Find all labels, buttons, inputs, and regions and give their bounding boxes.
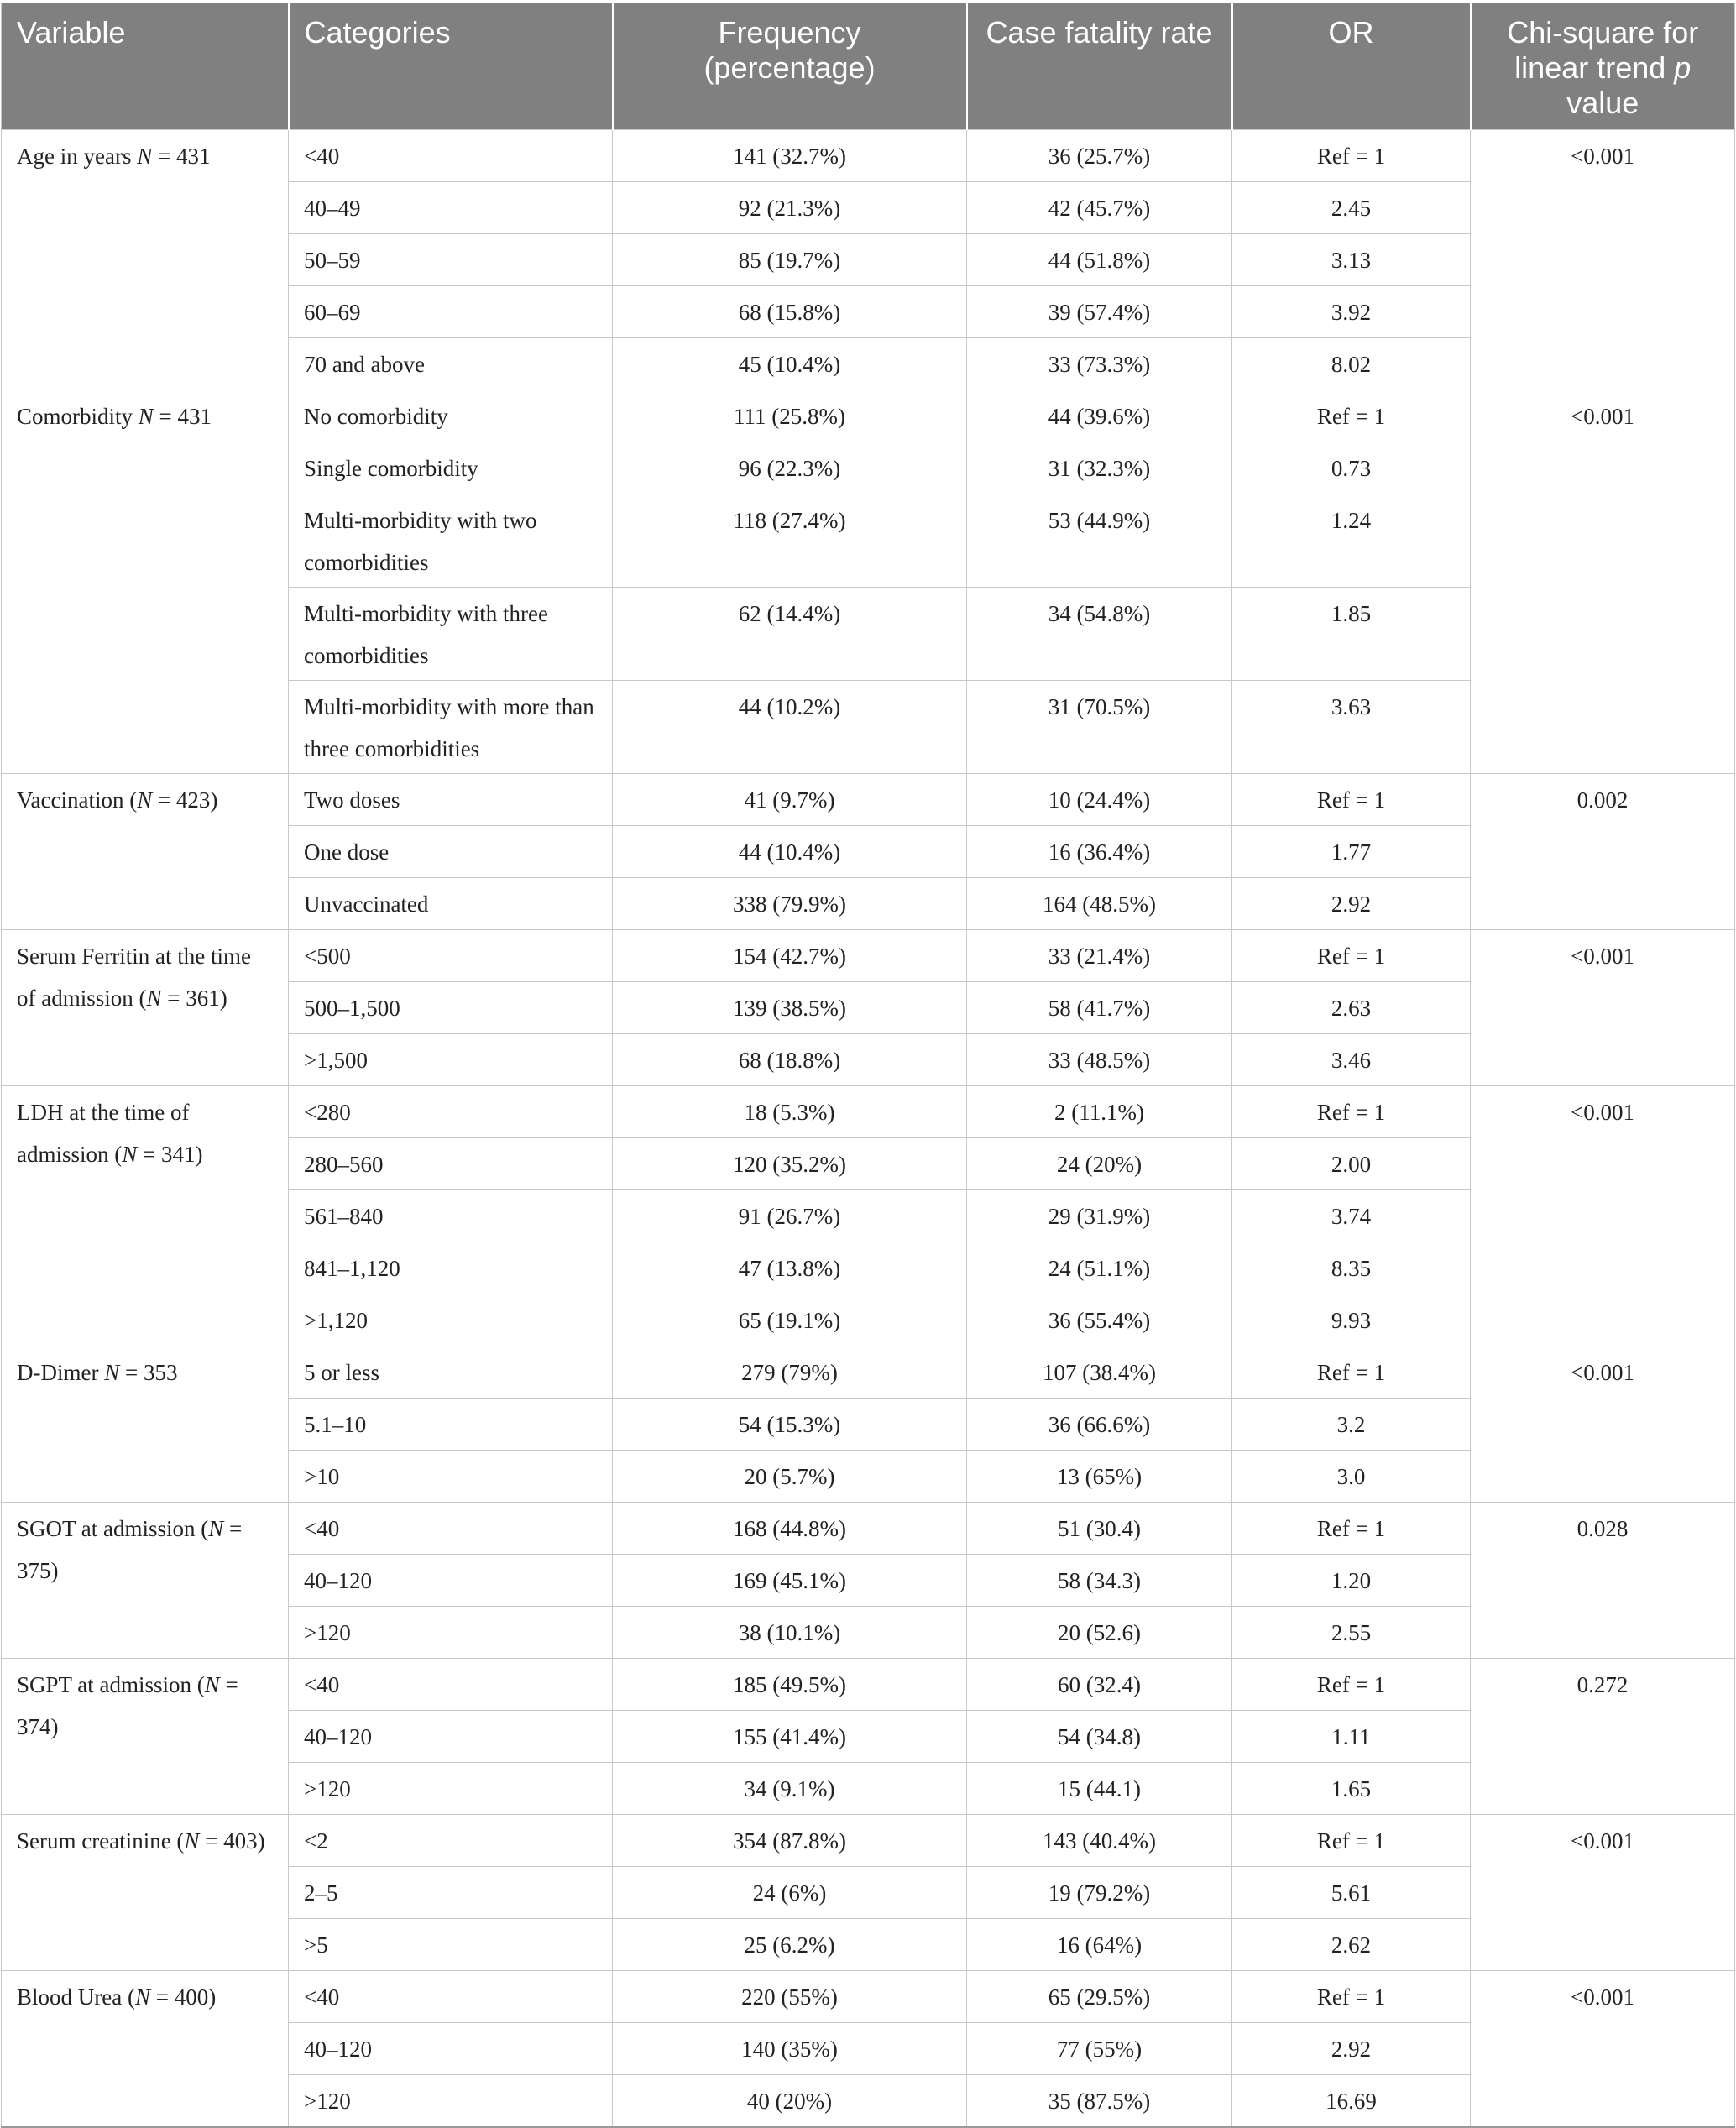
frequency-cell: 118 (27.4%) <box>613 494 967 588</box>
odds-ratio-cell: 3.63 <box>1232 681 1471 774</box>
variable-n-value: = 375) <box>17 1516 243 1583</box>
category-cell: <2 <box>289 1815 613 1867</box>
case-fatality-rate-cell: 65 (29.5%) <box>967 1971 1232 2023</box>
variable-n-value: = 431 <box>153 404 212 429</box>
odds-ratio-cell: 16.69 <box>1232 2075 1471 2128</box>
variable-cell <box>2 1659 289 1815</box>
frequency-cell: 155 (41.4%) <box>613 1711 967 1763</box>
category-cell: 500–1,500 <box>289 982 613 1034</box>
variable-n-symbol: N <box>204 1672 220 1697</box>
table-row <box>2 1815 1735 1867</box>
case-fatality-rate-cell: 24 (20%) <box>967 1138 1232 1190</box>
frequency-cell: 92 (21.3%) <box>613 182 967 234</box>
frequency-cell: 154 (42.7%) <box>613 930 967 982</box>
frequency-cell: 40 (20%) <box>613 2075 967 2128</box>
frequency-cell: 44 (10.2%) <box>613 681 967 774</box>
category-cell: >120 <box>289 1763 613 1815</box>
odds-ratio-cell: 1.85 <box>1232 588 1471 681</box>
category-cell: Multi-morbidity with three comorbidities <box>289 588 613 681</box>
variable-label: Age in years <box>17 144 138 169</box>
case-fatality-rate-cell: 33 (21.4%) <box>967 930 1232 982</box>
header-chi-text-b: value <box>1566 86 1639 120</box>
category-cell: No comorbidity <box>289 390 613 442</box>
p-value-cell: <0.001 <box>1471 930 1735 1086</box>
variable-cell <box>2 1086 289 1346</box>
frequency-cell: 85 (19.7%) <box>613 234 967 286</box>
variable-n-symbol: N <box>184 1828 200 1854</box>
header-frequency: Frequency (percentage) <box>613 3 967 130</box>
variable-label: Serum Ferritin at the time of admission ( <box>17 944 251 1011</box>
category-cell: <280 <box>289 1086 613 1138</box>
case-fatality-rate-cell: 16 (64%) <box>967 1919 1232 1971</box>
odds-ratio-cell: Ref = 1 <box>1232 1346 1471 1399</box>
p-value-cell: <0.001 <box>1471 1086 1735 1346</box>
category-cell: 561–840 <box>289 1190 613 1242</box>
odds-ratio-cell: 3.13 <box>1232 234 1471 286</box>
p-value-cell: <0.001 <box>1471 130 1735 390</box>
variable-cell <box>2 1971 289 2128</box>
variable-n-symbol: N <box>137 787 153 813</box>
category-cell: 280–560 <box>289 1138 613 1190</box>
variable-n-symbol: N <box>146 986 162 1011</box>
variable-cell <box>2 130 289 390</box>
case-fatality-rate-cell: 13 (65%) <box>967 1451 1232 1503</box>
frequency-cell: 18 (5.3%) <box>613 1086 967 1138</box>
frequency-cell: 25 (6.2%) <box>613 1919 967 1971</box>
category-cell: <500 <box>289 930 613 982</box>
variable-label: Vaccination ( <box>17 787 138 813</box>
variable-label: SGOT at admission ( <box>17 1516 209 1541</box>
header-variable: Variable <box>2 3 289 130</box>
frequency-cell: 96 (22.3%) <box>613 442 967 494</box>
case-fatality-rate-cell: 33 (73.3%) <box>967 338 1232 390</box>
case-fatality-rate-cell: 58 (34.3) <box>967 1555 1232 1607</box>
odds-ratio-cell: 9.93 <box>1232 1294 1471 1346</box>
variable-n-value: = 431 <box>152 144 211 169</box>
case-fatality-rate-cell: 10 (24.4%) <box>967 774 1232 826</box>
category-cell: Single comorbidity <box>289 442 613 494</box>
frequency-cell: 24 (6%) <box>613 1867 967 1919</box>
odds-ratio-cell: 8.02 <box>1232 338 1471 390</box>
odds-ratio-cell: 2.63 <box>1232 982 1471 1034</box>
variable-cell <box>2 774 289 930</box>
variable-n-value: = 353 <box>119 1360 178 1385</box>
header-case-fatality-rate: Case fatality rate <box>967 3 1232 130</box>
case-fatality-rate-cell: 36 (55.4%) <box>967 1294 1232 1346</box>
odds-ratio-cell: 1.65 <box>1232 1763 1471 1815</box>
frequency-cell: 354 (87.8%) <box>613 1815 967 1867</box>
case-fatality-rate-cell: 34 (54.8%) <box>967 588 1232 681</box>
frequency-cell: 185 (49.5%) <box>613 1659 967 1711</box>
odds-ratio-cell: Ref = 1 <box>1232 130 1471 182</box>
case-fatality-rate-cell: 2 (11.1%) <box>967 1086 1232 1138</box>
frequency-cell: 168 (44.8%) <box>613 1503 967 1555</box>
case-fatality-rate-cell: 16 (36.4%) <box>967 826 1232 878</box>
p-value-cell: 0.272 <box>1471 1659 1735 1815</box>
odds-ratio-cell: 2.62 <box>1232 1919 1471 1971</box>
odds-ratio-cell: Ref = 1 <box>1232 1659 1471 1711</box>
header-categories: Categories <box>289 3 613 130</box>
frequency-cell: 338 (79.9%) <box>613 878 967 930</box>
category-cell: 40–49 <box>289 182 613 234</box>
category-cell: Two doses <box>289 774 613 826</box>
header-chi-square <box>1471 3 1735 130</box>
frequency-cell: 65 (19.1%) <box>613 1294 967 1346</box>
odds-ratio-cell: 3.0 <box>1232 1451 1471 1503</box>
variable-label: D-Dimer <box>17 1360 105 1385</box>
table-row <box>2 1086 1735 1138</box>
table-body <box>2 130 1735 2128</box>
case-fatality-rate-cell: 60 (32.4) <box>967 1659 1232 1711</box>
case-fatality-rate-cell: 44 (51.8%) <box>967 234 1232 286</box>
odds-ratio-cell: Ref = 1 <box>1232 1971 1471 2023</box>
odds-ratio-cell: 3.46 <box>1232 1034 1471 1086</box>
frequency-cell: 54 (15.3%) <box>613 1399 967 1451</box>
table-row <box>2 774 1735 826</box>
frequency-cell: 20 (5.7%) <box>613 1451 967 1503</box>
frequency-cell: 169 (45.1%) <box>613 1555 967 1607</box>
frequency-cell: 140 (35%) <box>613 2023 967 2075</box>
category-cell: 60–69 <box>289 286 613 338</box>
table-header-row <box>2 3 1735 130</box>
p-value-cell: 0.028 <box>1471 1503 1735 1659</box>
case-fatality-rate-cell: 143 (40.4%) <box>967 1815 1232 1867</box>
category-cell: <40 <box>289 1971 613 2023</box>
case-fatality-rate-cell: 107 (38.4%) <box>967 1346 1232 1399</box>
table-row <box>2 930 1735 982</box>
variable-cell <box>2 1815 289 1971</box>
category-cell: 2–5 <box>289 1867 613 1919</box>
category-cell: 5.1–10 <box>289 1399 613 1451</box>
frequency-cell: 45 (10.4%) <box>613 338 967 390</box>
frequency-cell: 279 (79%) <box>613 1346 967 1399</box>
odds-ratio-cell: Ref = 1 <box>1232 774 1471 826</box>
frequency-cell: 120 (35.2%) <box>613 1138 967 1190</box>
odds-ratio-cell: 2.92 <box>1232 878 1471 930</box>
case-fatality-rate-cell: 44 (39.6%) <box>967 390 1232 442</box>
case-fatality-rate-cell: 39 (57.4%) <box>967 286 1232 338</box>
p-value-cell: <0.001 <box>1471 1346 1735 1503</box>
category-cell: 40–120 <box>289 1711 613 1763</box>
variable-n-symbol: N <box>104 1360 120 1385</box>
frequency-cell: 68 (18.8%) <box>613 1034 967 1086</box>
category-cell: 50–59 <box>289 234 613 286</box>
case-fatality-rate-cell: 58 (41.7%) <box>967 982 1232 1034</box>
case-fatality-rate-cell: 19 (79.2%) <box>967 1867 1232 1919</box>
category-cell: >1,120 <box>289 1294 613 1346</box>
p-value-cell: 0.002 <box>1471 774 1735 930</box>
variable-n-symbol: N <box>208 1516 224 1541</box>
odds-ratio-cell: 1.24 <box>1232 494 1471 588</box>
odds-ratio-cell: 3.92 <box>1232 286 1471 338</box>
case-fatality-rate-cell: 29 (31.9%) <box>967 1190 1232 1242</box>
table-row <box>2 1971 1735 2023</box>
odds-ratio-cell: Ref = 1 <box>1232 1503 1471 1555</box>
case-fatality-rate-cell: 54 (34.8) <box>967 1711 1232 1763</box>
frequency-cell: 139 (38.5%) <box>613 982 967 1034</box>
category-cell: <40 <box>289 130 613 182</box>
frequency-cell: 220 (55%) <box>613 1971 967 2023</box>
category-cell: 40–120 <box>289 2023 613 2075</box>
variable-label: Comorbidity <box>17 404 139 429</box>
odds-ratio-cell: Ref = 1 <box>1232 1086 1471 1138</box>
case-fatality-rate-cell: 36 (66.6%) <box>967 1399 1232 1451</box>
table-row <box>2 390 1735 442</box>
category-cell: <40 <box>289 1503 613 1555</box>
frequency-cell: 111 (25.8%) <box>613 390 967 442</box>
frequency-cell: 68 (15.8%) <box>613 286 967 338</box>
frequency-cell: 47 (13.8%) <box>613 1242 967 1294</box>
case-fatality-rate-cell: 35 (87.5%) <box>967 2075 1232 2128</box>
frequency-cell: 34 (9.1%) <box>613 1763 967 1815</box>
p-value-cell: <0.001 <box>1471 1971 1735 2128</box>
results-table <box>1 3 1735 2128</box>
header-or: OR <box>1232 3 1471 130</box>
variable-label: Blood Urea ( <box>17 1984 135 2010</box>
frequency-cell: 38 (10.1%) <box>613 1607 967 1659</box>
odds-ratio-cell: 3.2 <box>1232 1399 1471 1451</box>
variable-cell <box>2 930 289 1086</box>
frequency-cell: 62 (14.4%) <box>613 588 967 681</box>
category-cell: 40–120 <box>289 1555 613 1607</box>
table-row <box>2 1503 1735 1555</box>
variable-cell <box>2 1503 289 1659</box>
odds-ratio-cell: 2.45 <box>1232 182 1471 234</box>
case-fatality-rate-cell: 51 (30.4) <box>967 1503 1232 1555</box>
odds-ratio-cell: 3.74 <box>1232 1190 1471 1242</box>
case-fatality-rate-cell: 53 (44.9%) <box>967 494 1232 588</box>
odds-ratio-cell: Ref = 1 <box>1232 390 1471 442</box>
case-fatality-rate-cell: 15 (44.1) <box>967 1763 1232 1815</box>
category-cell: Unvaccinated <box>289 878 613 930</box>
category-cell: 841–1,120 <box>289 1242 613 1294</box>
table-row <box>2 1346 1735 1399</box>
odds-ratio-cell: 8.35 <box>1232 1242 1471 1294</box>
case-fatality-rate-cell: 31 (32.3%) <box>967 442 1232 494</box>
variable-n-value: = 361) <box>161 986 227 1011</box>
frequency-cell: 44 (10.4%) <box>613 826 967 878</box>
variable-n-symbol: N <box>138 404 154 429</box>
table-row <box>2 1659 1735 1711</box>
odds-ratio-cell: 2.00 <box>1232 1138 1471 1190</box>
category-cell: 5 or less <box>289 1346 613 1399</box>
case-fatality-rate-cell: 77 (55%) <box>967 2023 1232 2075</box>
header-chi-text-a: Chi-square for linear trend <box>1507 15 1699 85</box>
odds-ratio-cell: 1.11 <box>1232 1711 1471 1763</box>
variable-n-symbol: N <box>122 1142 138 1167</box>
odds-ratio-cell: 1.20 <box>1232 1555 1471 1607</box>
variable-n-value: = 374) <box>17 1672 238 1739</box>
variable-n-symbol: N <box>137 144 153 169</box>
odds-ratio-cell: 2.92 <box>1232 2023 1471 2075</box>
variable-cell <box>2 390 289 774</box>
case-fatality-rate-cell: 20 (52.6) <box>967 1607 1232 1659</box>
variable-n-symbol: N <box>134 1984 150 2010</box>
p-value-cell: <0.001 <box>1471 390 1735 774</box>
header-chi-p: p <box>1674 50 1692 85</box>
odds-ratio-cell: Ref = 1 <box>1232 1815 1471 1867</box>
odds-ratio-cell: 1.77 <box>1232 826 1471 878</box>
frequency-cell: 41 (9.7%) <box>613 774 967 826</box>
category-cell: >1,500 <box>289 1034 613 1086</box>
category-cell: 70 and above <box>289 338 613 390</box>
category-cell: One dose <box>289 826 613 878</box>
case-fatality-rate-cell: 42 (45.7%) <box>967 182 1232 234</box>
category-cell: >5 <box>289 1919 613 1971</box>
variable-label: SGPT at admission ( <box>17 1672 205 1697</box>
odds-ratio-cell: 0.73 <box>1232 442 1471 494</box>
case-fatality-rate-cell: 164 (48.5%) <box>967 878 1232 930</box>
category-cell: Multi-morbidity with two comorbidities <box>289 494 613 588</box>
case-fatality-rate-cell: 36 (25.7%) <box>967 130 1232 182</box>
frequency-cell: 91 (26.7%) <box>613 1190 967 1242</box>
case-fatality-rate-cell: 33 (48.5%) <box>967 1034 1232 1086</box>
odds-ratio-cell: 2.55 <box>1232 1607 1471 1659</box>
variable-n-value: = 400) <box>149 1984 217 2010</box>
category-cell: >120 <box>289 1607 613 1659</box>
case-fatality-rate-cell: 31 (70.5%) <box>967 681 1232 774</box>
category-cell: Multi-morbidity with more than three comorbidities <box>289 681 613 774</box>
odds-ratio-cell: Ref = 1 <box>1232 930 1471 982</box>
frequency-cell: 141 (32.7%) <box>613 130 967 182</box>
p-value-cell: <0.001 <box>1471 1815 1735 1971</box>
odds-ratio-cell: 5.61 <box>1232 1867 1471 1919</box>
variable-n-value: = 341) <box>137 1142 203 1167</box>
category-cell: <40 <box>289 1659 613 1711</box>
variable-n-value: = 403) <box>199 1828 265 1854</box>
variable-cell <box>2 1346 289 1503</box>
case-fatality-rate-cell: 24 (51.1%) <box>967 1242 1232 1294</box>
table-row <box>2 130 1735 182</box>
variable-label: LDH at the time of admission ( <box>17 1100 190 1167</box>
variable-n-value: = 423) <box>152 787 218 813</box>
category-cell: >10 <box>289 1451 613 1503</box>
variable-label: Serum creatinine ( <box>17 1828 185 1854</box>
category-cell: >120 <box>289 2075 613 2128</box>
